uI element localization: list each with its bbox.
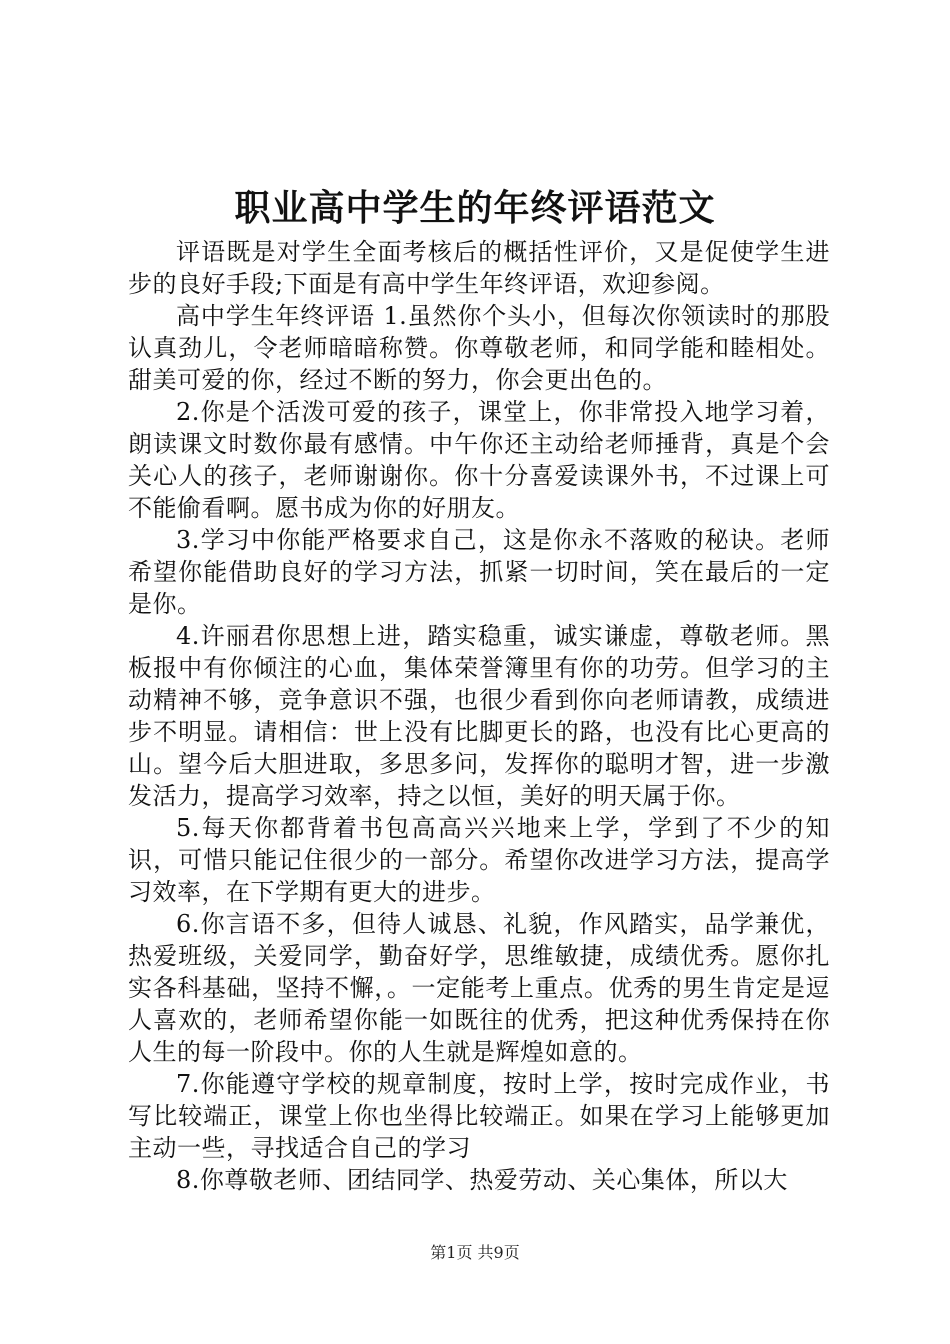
document-body [128,236,830,1196]
comment-paragraph-2: 2.你是个活泼可爱的孩子，课堂上，你非常投入地学习着，朗读课文时数你最有感情。中午你还主动给老师捶背，真是个会关心人的孩子，老师谢谢你。你十分喜爱读课外书，不过课上可不能偷看啊。愿书成为你的好朋友。 [128,398,830,522]
comment-paragraph-4: 4.许丽君你思想上进，踏实稳重，诚实谦虚，尊敬老师。黑板报中有你倾注的心血，集体荣誉簿里有你的功劳。但学习的主动精神不够，竞争意识不强，也很少看到你向老师请教，成绩进步不明显。请相信：世上没有比脚更长的路，也没有比心更高的山。望今后大胆进取，多思多问，发挥你的聪明才智，进一步激发活力，提高学习效率，持之以恒，美好的明天属于你。 [128,622,830,810]
page-number-footer: 第1页 共9页 [430,1243,520,1262]
comment-paragraph-1: 高中学生年终评语 1.虽然你个头小，但每次你领读时的那股认真劲儿，令老师暗暗称赞。你尊敬老师，和同学能和睦相处。甜美可爱的你，经过不断的努力，你会更出色的。 [128,302,830,394]
comment-paragraph-8: 8.你尊敬老师、团结同学、热爱劳动、关心集体，所以大 [176,1166,788,1194]
comment-paragraph-6: 6.你言语不多，但待人诚恳、礼貌，作风踏实，品学兼优，热爱班级，关爱同学，勤奋好学，思维敏捷，成绩优秀。愿你扎实各科基础，坚持不懈，。一定能考上重点。优秀的男生肯定是逗人喜欢的，老师希望你能一如既往的优秀，把这种优秀保持在你人生的每一阶段中。你的人生就是辉煌如意的。 [128,910,830,1066]
comment-paragraph-7: 7.你能遵守学校的规章制度，按时上学，按时完成作业，书写比较端正，课堂上你也坐得比较端正。如果在学习上能够更加主动一些，寻找适合自己的学习 [128,1070,830,1162]
document-title: 职业高中学生的年终评语范文 [234,187,716,229]
comment-paragraph-5: 5.每天你都背着书包高高兴兴地来上学，学到了不少的知识，可惜只能记住很少的一部分。希望你改进学习方法，提高学习效率，在下学期有更大的进步。 [128,814,830,906]
comment-paragraph-3: 3.学习中你能严格要求自己，这是你永不落败的秘诀。老师希望你能借助良好的学习方法，抓紧一切时间，笑在最后的一定是你。 [128,526,830,618]
intro-paragraph: 评语既是对学生全面考核后的概括性评价，又是促使学生进步的良好手段;下面是有高中学生年终评语，欢迎参阅。 [128,238,830,298]
